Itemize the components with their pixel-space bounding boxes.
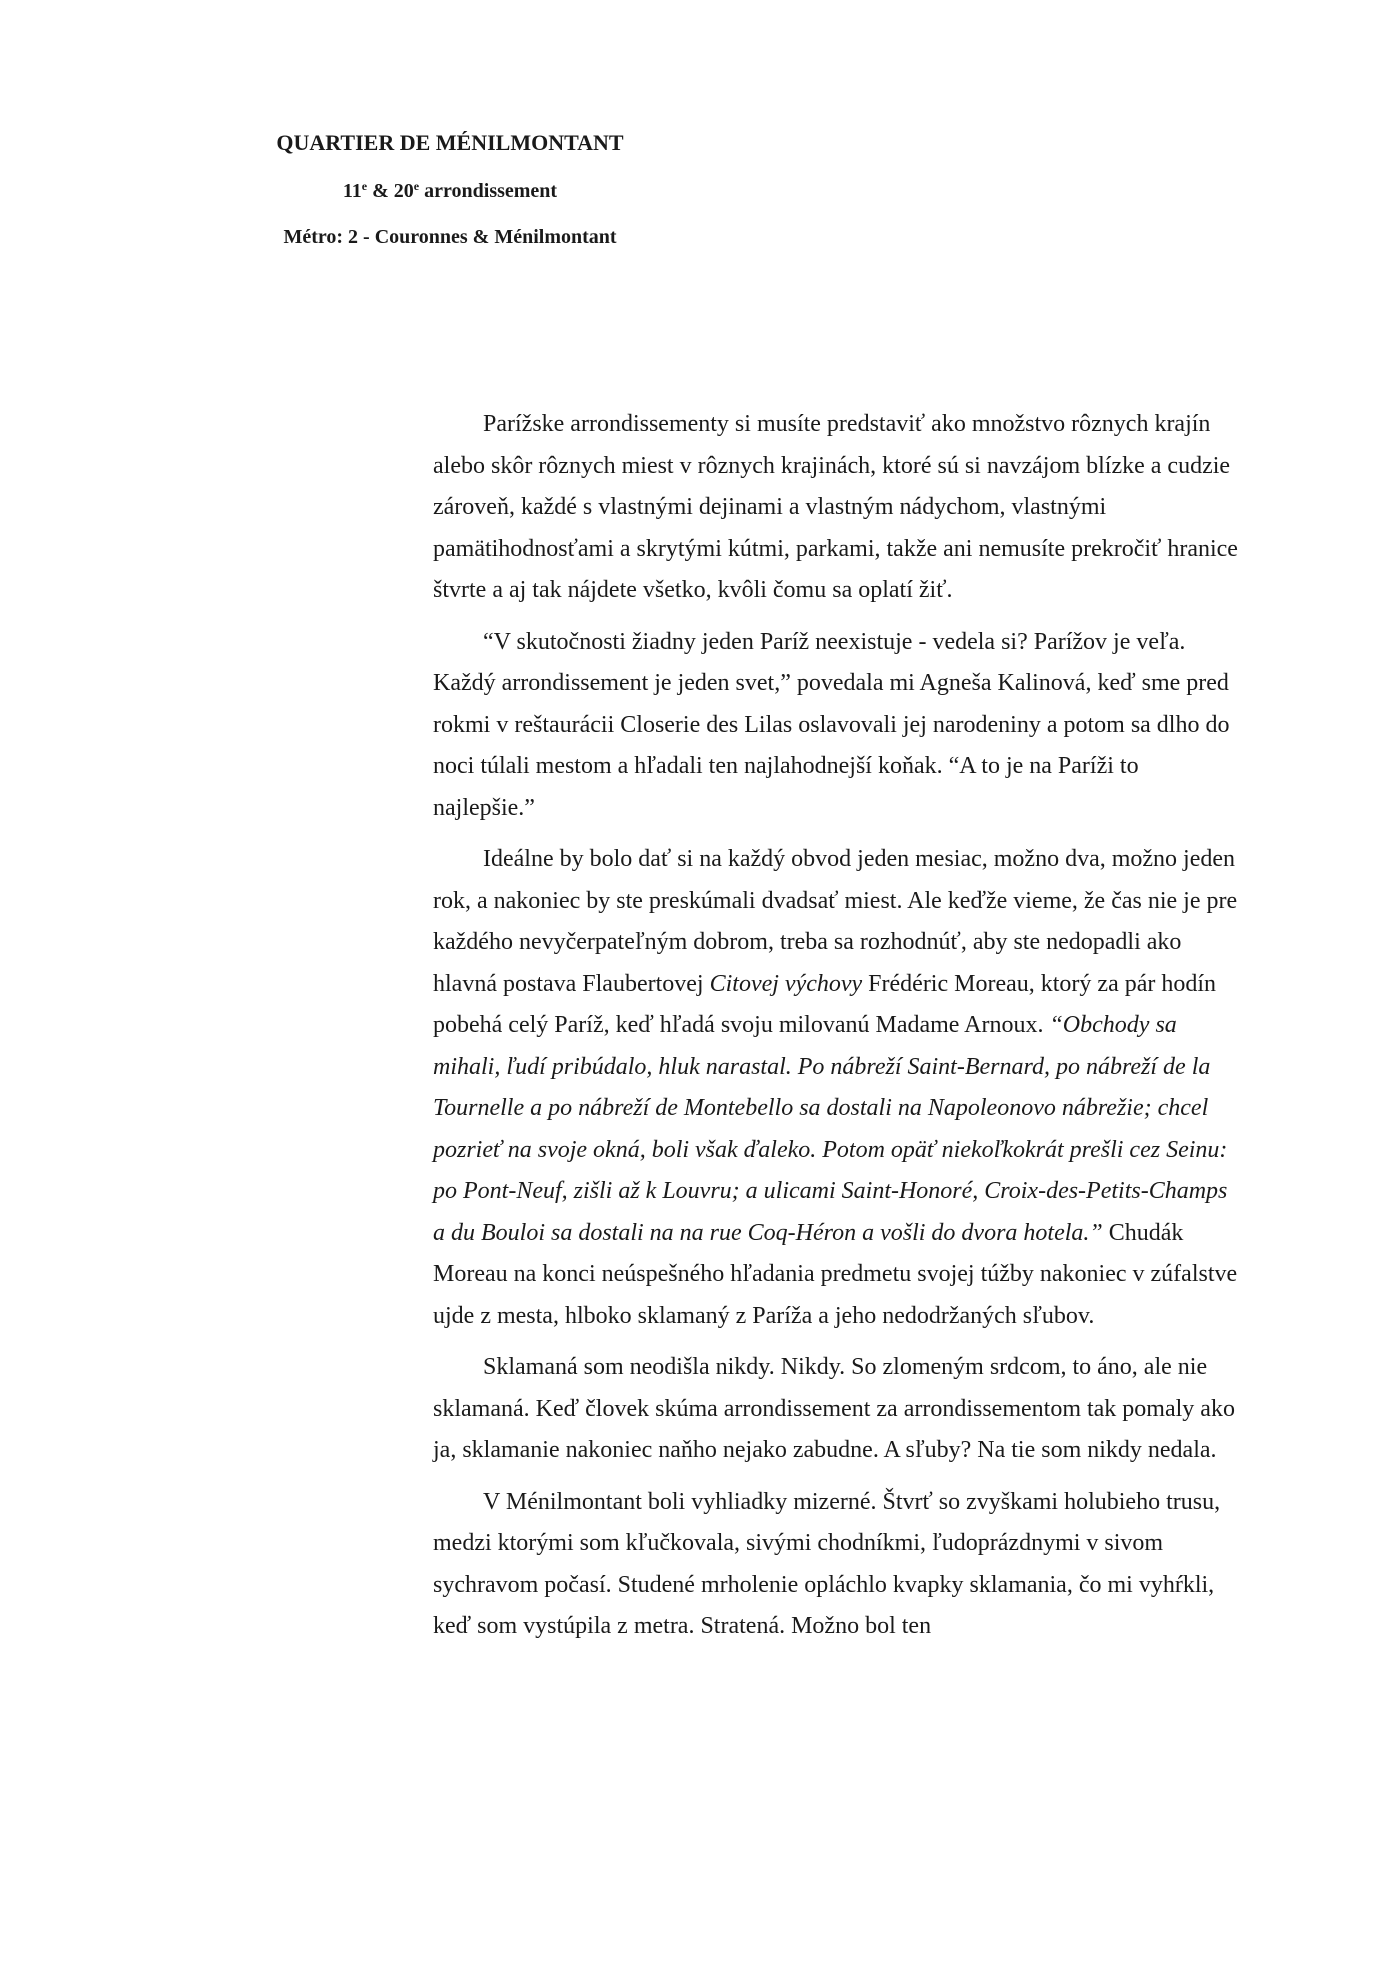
arrondissement-number-1: 11: [342, 180, 362, 202]
paragraph-1: Parížske arrondissementy si musíte predstaviť ako množstvo rôznych krajín alebo skôr rôznych miest v rôznych krajinách, ktoré sú si navzájom blízke a cudzie zároveň, každé s vlastnými dejinami a vlastným nádychom, vlastnými pamätihodnosťami a skrytými kútmi, parkami, takže ani nemusíte prekročiť hranice štvrte a aj tak nájdete všetko, kvôli čomu sa oplatí žiť.: [433, 411, 1238, 603]
paragraph-3: [433, 839, 1245, 1337]
paragraph-3-text-b: Frédéric Moreau, ktorý za pár hodín pobehá celý Paríž, keď hľadá svoju milovanú Madame Arnoux.: [433, 970, 1217, 1038]
arrondissement-label: arrondissement: [419, 180, 558, 202]
arrondissement-line: [240, 180, 660, 201]
paragraph-4: Sklamaná som neodišla nikdy. Nikdy. So zlomeným srdcom, to áno, ale nie sklamaná. Keď človek skúma arrondissement za arrondissementom tak pomaly ako ja, sklamanie nakoniec naňho nejako zabudne. A sľuby? Na tie som nikdy nedala.: [433, 1354, 1235, 1463]
quarter-title: QUARTIER DE MÉNILMONTANT: [276, 130, 624, 155]
quotation: “Obchody sa mihali, ľudí pribúdalo, hluk narastal. Po nábreží Saint-Bernard, po nábreží de la Tournelle a po nábreží de Montebello sa dostali na Napoleonovo nábrežie; chcel pozrieť na svoje okná, boli však ďaleko. Potom opäť niekoľkokrát prešli cez Seinu: po Pont-Neuf, zišli až k Louvru; a ulicami Saint-Honoré, Croix-des-Petits-Champs a du Bouloi sa dostali na na rue Coq-Héron a vošli do dvora hotela.”: [433, 1012, 1228, 1246]
paragraph-5: V Ménilmontant boli vyhliadky mizerné. Štvrť so zvyškami holubieho trusu, medzi ktorými som kľučkovala, sivými chodníkmi, ľudoprázdnymi v sivom sychravom počasí. Studené mrholenie opláchlo kvapky sklamania, čo mi vyhŕkli, keď som vystúpila z metra. Stratená. Možno bol ten: [433, 1488, 1221, 1639]
arrondissement-number-2: 20: [393, 180, 414, 202]
book-title: Citovej výchovy: [709, 970, 863, 997]
body-text: [433, 404, 1245, 1658]
paragraph-3-text-a: Ideálne by bolo dať si na každý obvod jeden mesiac, možno dva, možno jeden rok, a nakoniec by ste preskúmali dvadsať miest. Ale keďže vieme, že čas nie je pre každého nevyčerpateľným dobrom, treba sa rozhodnúť, aby ste nedopadli ako hlavná postava Flaubertovej: [433, 846, 1238, 997]
ordinal-suffix-2: e: [413, 179, 420, 193]
ampersand: &: [367, 180, 394, 202]
ordinal-suffix-1: e: [361, 179, 368, 193]
paragraph-3-text-c: Chudák Moreau na konci neúspešného hľadania predmetu svojej túžby nakoniec v zúfalstve ujde z mesta, hlboko sklamaný z Paríža a jeho nedodržaných sľubov.: [433, 1219, 1238, 1329]
metro-line: Métro: 2 - Couronnes & Ménilmontant: [283, 226, 617, 248]
paragraph-2: “V skutočnosti žiadny jeden Paríž neexistuje - vedela si? Parížov je veľa. Každý arrondissement je jeden svet,” povedala mi Agneša Kalinová, keď sme pred rokmi v reštaurácii Closerie des Lilas oslavovali jej narodeniny a potom sa dlho do noci túlali mestom a hľadali ten najlahodnejší koňak. “A to je na Paríži to najlepšie.”: [433, 628, 1230, 821]
